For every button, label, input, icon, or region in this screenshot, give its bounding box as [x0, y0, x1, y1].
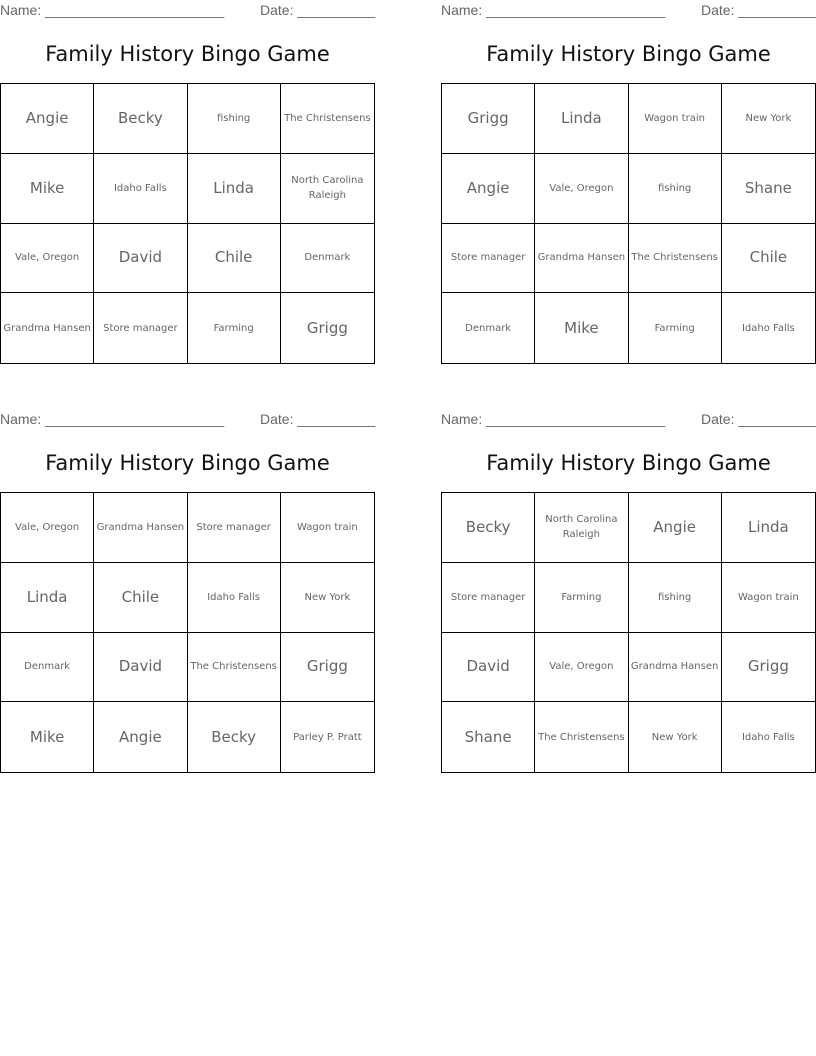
bingo-cell: The Christensens: [188, 633, 281, 703]
bingo-cell: Mike: [535, 293, 628, 363]
bingo-cell: Vale, Oregon: [535, 154, 628, 224]
bingo-cell: Shane: [442, 702, 535, 772]
bingo-grid: [0, 83, 375, 364]
bingo-cell: Shane: [722, 154, 815, 224]
bingo-cell: Grandma Hansen: [1, 293, 94, 363]
bingo-cell: Store manager: [442, 563, 535, 633]
bingo-cell: Grigg: [306, 318, 348, 337]
bingo-cell: Chile: [188, 224, 281, 294]
bingo-cell: Vale, Oregon: [535, 633, 628, 703]
bingo-cell: Chile: [722, 224, 815, 294]
bingo-cell: Grandma Hansen: [94, 493, 187, 563]
bingo-cell: Angie: [442, 154, 535, 224]
bingo-cell: New York: [281, 563, 374, 633]
bingo-cell: North Carolina Raleigh: [535, 493, 628, 563]
bingo-grid: [441, 83, 816, 364]
bingo-cell: The Christensens: [535, 702, 628, 772]
bingo-cell: Grigg: [442, 84, 535, 154]
bingo-cell: Linda: [1, 563, 94, 633]
bingo-cell: Vale, Oregon: [1, 493, 94, 563]
card-header: [0, 0, 375, 20]
bingo-cell: Chile: [94, 563, 187, 633]
bingo-cell: Store manager: [442, 224, 535, 294]
date-field: Date: __________: [260, 2, 376, 18]
bingo-cell: Linda: [188, 154, 281, 224]
bingo-cell: Farming: [535, 563, 628, 633]
card-title: Family History Bingo Game: [45, 451, 330, 475]
bingo-cell: fishing: [629, 563, 722, 633]
bingo-grid: [441, 492, 816, 773]
name-field: Name: _______________________: [0, 411, 225, 427]
bingo-cell: New York: [722, 84, 815, 154]
bingo-cell: Mike: [1, 702, 94, 772]
bingo-cell: Angie: [94, 702, 187, 772]
card-title: Family History Bingo Game: [486, 451, 771, 475]
bingo-cell: Grigg: [722, 633, 815, 703]
bingo-cell: New York: [629, 702, 722, 772]
bingo-cell: Store manager: [188, 493, 281, 563]
bingo-cell: Wagon train: [629, 84, 722, 154]
card-header: [441, 0, 816, 20]
bingo-cell: Denmark: [281, 224, 374, 294]
bingo-cell: Idaho Falls: [94, 154, 187, 224]
bingo-cell: Linda: [535, 84, 628, 154]
bingo-cell: fishing: [188, 84, 281, 154]
bingo-cell: Vale, Oregon: [1, 224, 94, 294]
card-title: Family History Bingo Game: [45, 42, 330, 66]
card-header: [441, 409, 816, 429]
card-title: Family History Bingo Game: [486, 42, 771, 66]
card-header: [0, 409, 375, 429]
bingo-cell: Store manager: [94, 293, 187, 363]
bingo-cell: David: [94, 224, 187, 294]
bingo-cell: fishing: [629, 154, 722, 224]
bingo-cell: Grandma Hansen: [535, 224, 628, 294]
date-field: Date: __________: [701, 2, 816, 18]
bingo-grid: [0, 492, 375, 773]
bingo-cell: Idaho Falls: [741, 322, 795, 334]
bingo-cell: Linda: [722, 493, 815, 563]
bingo-cell: Mike: [1, 154, 94, 224]
bingo-cell: Becky: [188, 702, 281, 772]
name-field: Name: _______________________: [441, 2, 666, 18]
bingo-cell: Grigg: [281, 633, 374, 703]
name-field: Name: _______________________: [441, 411, 666, 427]
bingo-cell: Idaho Falls: [188, 563, 281, 633]
bingo-cell: Angie: [1, 84, 94, 154]
bingo-cell: Grandma Hansen: [629, 633, 722, 703]
bingo-cell: Idaho Falls: [741, 731, 795, 743]
bingo-cell: David: [94, 633, 187, 703]
bingo-cell: Denmark: [442, 293, 535, 363]
bingo-cell: Farming: [629, 293, 722, 363]
bingo-cell: Becky: [94, 84, 187, 154]
bingo-cell: Denmark: [1, 633, 94, 703]
bingo-cell: Parley P. Pratt: [293, 731, 362, 743]
bingo-cell: Becky: [442, 493, 535, 563]
date-field: Date: __________: [260, 411, 376, 427]
bingo-cell: Wagon train: [722, 563, 815, 633]
bingo-cell: North Carolina Raleigh: [281, 154, 374, 224]
name-field: Name: _______________________: [0, 2, 225, 18]
bingo-cell: David: [442, 633, 535, 703]
date-field: Date: __________: [701, 411, 816, 427]
bingo-cell: Farming: [188, 293, 281, 363]
bingo-cell: Angie: [629, 493, 722, 563]
bingo-cell: Wagon train: [281, 493, 374, 563]
bingo-cell: The Christensens: [629, 224, 722, 294]
bingo-cell: The Christensens: [281, 84, 374, 154]
